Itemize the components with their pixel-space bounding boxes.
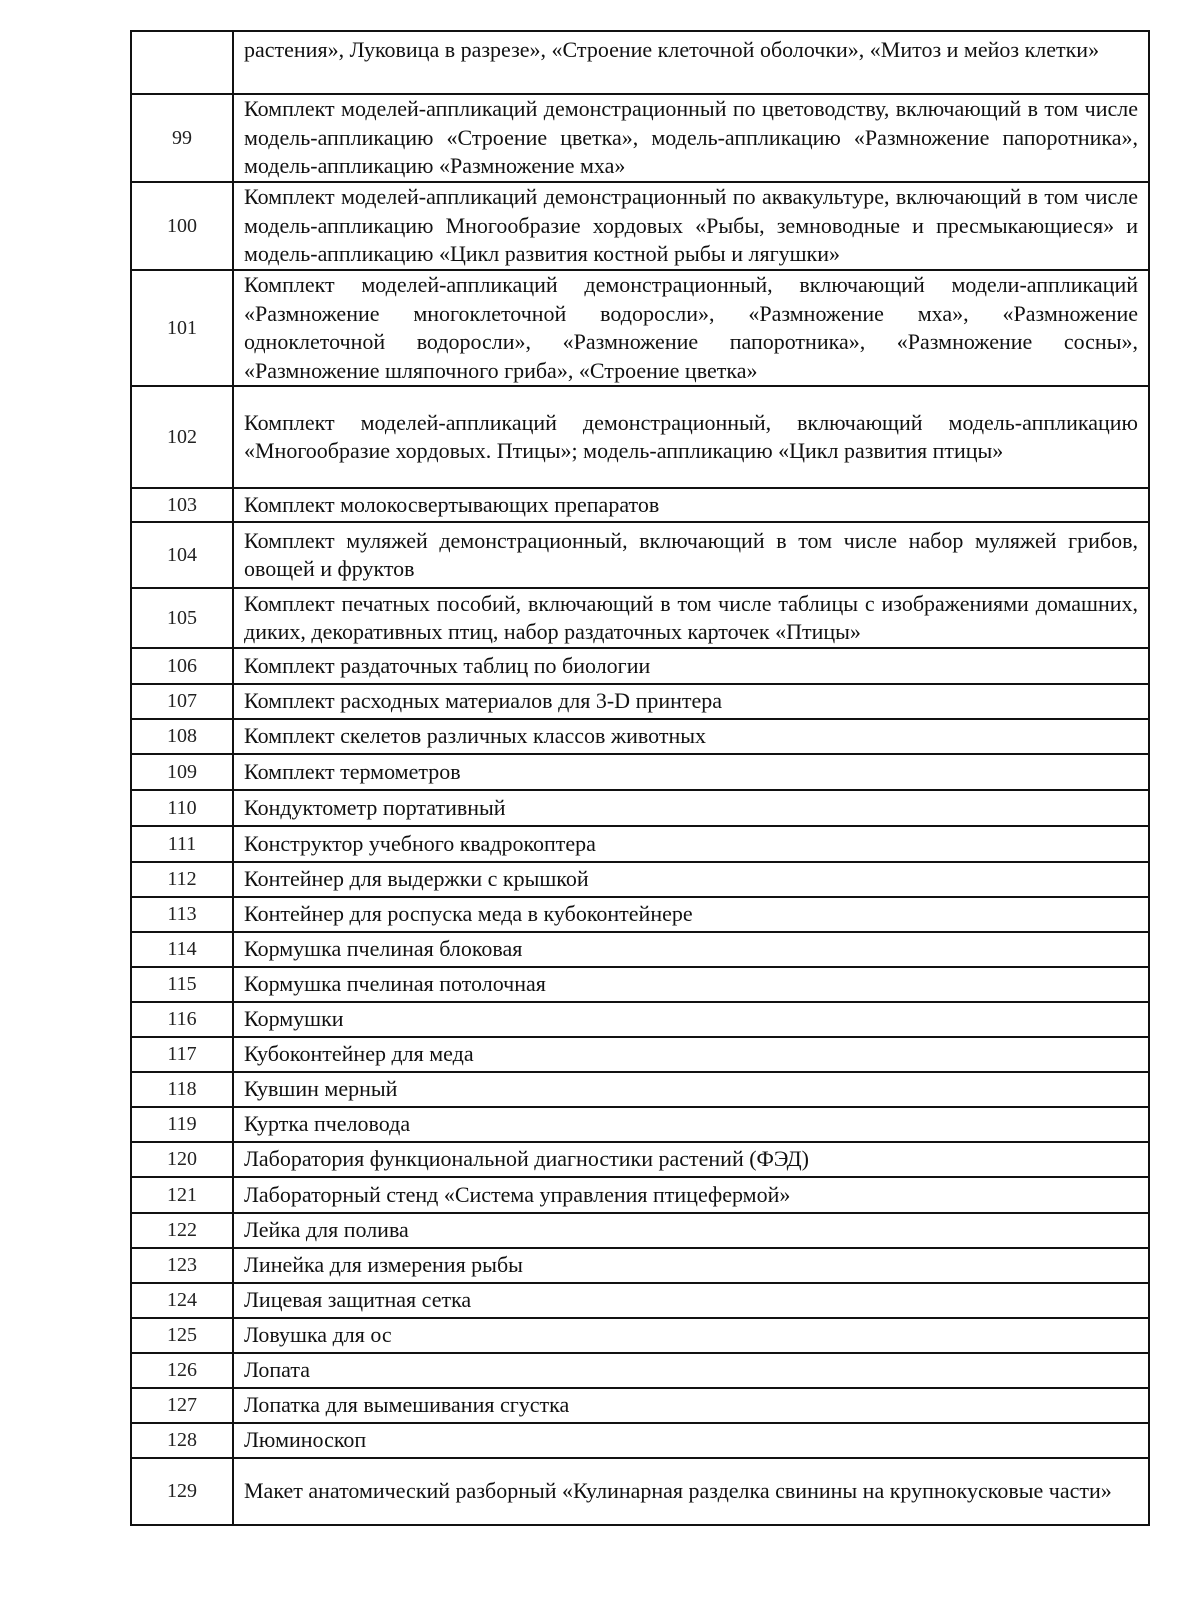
table-row: [131, 790, 1149, 826]
table-row: [131, 94, 1149, 182]
row-number-cell: 102: [131, 386, 233, 488]
item-description: Комплект скелетов различных классов животных: [244, 723, 706, 749]
equipment-table: [130, 30, 1150, 1526]
item-description-cell: [233, 967, 1149, 1002]
table-row: [131, 1072, 1149, 1107]
table-row: [131, 1423, 1149, 1458]
item-description-cell: [233, 790, 1149, 826]
table-row: [131, 1002, 1149, 1037]
item-description: Люминоскоп: [244, 1427, 367, 1453]
item-description-cell: [233, 684, 1149, 719]
row-number-cell: 99: [131, 94, 233, 182]
table-row: [131, 1107, 1149, 1142]
row-number-cell: 104: [131, 522, 233, 588]
item-description: Комплект расходных материалов для 3-D принтера: [244, 688, 723, 714]
item-description: Лопата: [244, 1357, 310, 1383]
row-number-cell: 116: [131, 1002, 233, 1037]
table-row: [131, 1458, 1149, 1525]
table-row: [131, 648, 1149, 684]
table-row: [131, 182, 1149, 270]
table-row: [131, 488, 1149, 522]
item-description-cell: [233, 1177, 1149, 1213]
item-description-cell: [233, 1248, 1149, 1283]
table-row: [131, 1213, 1149, 1248]
item-description-cell: [233, 1353, 1149, 1388]
item-description: Комплект моделей-аппликаций демонстрационный, включающий модели-аппликаций «Размножение многоклеточной водоросли», «Размножение мха», «Размножение одноклеточной водоросли», «Размножение папоротника», «Размножение сосны», «Размножение шляпочного гриба», «Строение цветка»: [244, 272, 1138, 383]
row-number-cell: 106: [131, 648, 233, 684]
item-description: Кормушка пчелиная потолочная: [244, 971, 546, 997]
item-description-cell: [233, 386, 1149, 488]
item-description-cell: [233, 31, 1149, 94]
row-number-cell: 110: [131, 790, 233, 826]
item-description-cell: [233, 1072, 1149, 1107]
row-number-cell: 108: [131, 719, 233, 754]
table-row: [131, 932, 1149, 967]
item-description-cell: [233, 270, 1149, 386]
item-description-cell: [233, 862, 1149, 897]
item-description: Кувшин мерный: [244, 1076, 398, 1102]
row-number-cell: 109: [131, 754, 233, 790]
item-description-cell: [233, 522, 1149, 588]
item-description-cell: [233, 1002, 1149, 1037]
table-row: [131, 1388, 1149, 1423]
table-row: [131, 1177, 1149, 1213]
item-description: Ловушка для ос: [244, 1322, 392, 1348]
row-number-cell: 113: [131, 897, 233, 932]
table-row: [131, 897, 1149, 932]
row-number-cell: 125: [131, 1318, 233, 1353]
item-description: Комплект моделей-аппликаций демонстрационный по цветоводству, включающий в том числе модель-аппликацию «Строение цветка», модель-аппликацию «Размножение папоротника», модель-аппликацию «Размножение мха»: [244, 96, 1138, 179]
row-number-cell: 120: [131, 1142, 233, 1177]
row-number-cell: 128: [131, 1423, 233, 1458]
row-number-cell: 121: [131, 1177, 233, 1213]
item-description-cell: [233, 1458, 1149, 1525]
row-number-cell: 100: [131, 182, 233, 270]
row-number-cell: 101: [131, 270, 233, 386]
item-description-cell: [233, 182, 1149, 270]
item-description: Лицевая защитная сетка: [244, 1287, 472, 1313]
table-row: [131, 31, 1149, 94]
table-row: [131, 1037, 1149, 1072]
row-number-cell: 122: [131, 1213, 233, 1248]
item-description-cell: [233, 1318, 1149, 1353]
table-row: [131, 862, 1149, 897]
table-row: [131, 1318, 1149, 1353]
table-row: [131, 684, 1149, 719]
row-number-cell: 115: [131, 967, 233, 1002]
item-description: Комплект моделей-аппликаций демонстрационный, включающий модель-аппликацию «Многообразие хордовых. Птицы»; модель-аппликацию «Цикл развития птицы»: [244, 409, 1138, 463]
row-number-cell: 119: [131, 1107, 233, 1142]
item-description: Лейка для полива: [244, 1217, 409, 1243]
row-number-cell: 127: [131, 1388, 233, 1423]
item-description-cell: [233, 648, 1149, 684]
item-description: Комплект моделей-аппликаций демонстрационный по аквакультуре, включающий в том числе модель-аппликацию Многообразие хордовых «Рыбы, земноводные и пресмыкающиеся» и модель-аппликацию «Цикл развития костной рыбы и лягушки»: [244, 184, 1138, 267]
item-description: Контейнер для выдержки с крышкой: [244, 866, 589, 892]
item-description-cell: [233, 826, 1149, 862]
item-description: Конструктор учебного квадрокоптера: [244, 830, 596, 856]
item-description-cell: [233, 1107, 1149, 1142]
table-row: [131, 588, 1149, 648]
table-row: [131, 967, 1149, 1002]
table-body: [131, 31, 1149, 1525]
row-number-cell: 126: [131, 1353, 233, 1388]
item-description: Лопатка для вымешивания сгустка: [244, 1392, 570, 1418]
row-number-cell: 124: [131, 1283, 233, 1318]
row-number-cell: 107: [131, 684, 233, 719]
item-description: Комплект печатных пособий, включающий в том числе таблицы с изображениями домашних, диких, декоративных птиц, набор раздаточных карточек «Птицы»: [244, 590, 1138, 644]
item-description-cell: [233, 1283, 1149, 1318]
item-description: Лаборатория функциональной диагностики растений (ФЭД): [244, 1146, 809, 1172]
table-row: [131, 270, 1149, 386]
item-description-cell: [233, 1213, 1149, 1248]
item-description: Куртка пчеловода: [244, 1111, 411, 1137]
item-description-cell: [233, 588, 1149, 648]
table-row: [131, 1142, 1149, 1177]
row-number-cell: [131, 31, 233, 94]
row-number-cell: 114: [131, 932, 233, 967]
item-description: Комплект муляжей демонстрационный, включающий в том числе набор муляжей грибов, овощей и фруктов: [244, 527, 1138, 581]
item-description-cell: [233, 754, 1149, 790]
item-description-cell: [233, 94, 1149, 182]
item-description: растения», Луковица в разрезе», «Строение клеточной оболочки», «Митоз и мейоз клетки»: [244, 37, 1100, 62]
item-description: Контейнер для роспуска меда в кубоконтейнере: [244, 901, 693, 927]
table-row: [131, 719, 1149, 754]
item-description: Кубоконтейнер для меда: [244, 1041, 474, 1067]
row-number-cell: 112: [131, 862, 233, 897]
row-number-cell: 111: [131, 826, 233, 862]
table-row: [131, 1353, 1149, 1388]
item-description: Кормушка пчелиная блоковая: [244, 936, 523, 962]
item-description-cell: [233, 932, 1149, 967]
item-description: Линейка для измерения рыбы: [244, 1252, 523, 1278]
table-row: [131, 826, 1149, 862]
table-row: [131, 1248, 1149, 1283]
row-number-cell: 105: [131, 588, 233, 648]
row-number-cell: 123: [131, 1248, 233, 1283]
item-description: Комплект раздаточных таблиц по биологии: [244, 652, 651, 678]
item-description: Лабораторный стенд «Система управления птицефермой»: [244, 1181, 791, 1207]
item-description: Кормушки: [244, 1006, 344, 1032]
item-description-cell: [233, 897, 1149, 932]
row-number-cell: 129: [131, 1458, 233, 1525]
item-description: Кондуктометр портативный: [244, 794, 506, 820]
table-row: [131, 754, 1149, 790]
item-description: Макет анатомический разборный «Кулинарная разделка свинины на крупнокусковые части»: [244, 1478, 1112, 1504]
item-description-cell: [233, 1388, 1149, 1423]
row-number-cell: 103: [131, 488, 233, 522]
item-description-cell: [233, 719, 1149, 754]
item-description: Комплект молокосвертывающих препаратов: [244, 491, 660, 517]
item-description: Комплект термометров: [244, 758, 461, 784]
item-description-cell: [233, 1037, 1149, 1072]
table-row: [131, 1283, 1149, 1318]
item-description-cell: [233, 1142, 1149, 1177]
row-number-cell: 118: [131, 1072, 233, 1107]
table-row: [131, 386, 1149, 488]
table-row: [131, 522, 1149, 588]
item-description-cell: [233, 488, 1149, 522]
item-description-cell: [233, 1423, 1149, 1458]
row-number-cell: 117: [131, 1037, 233, 1072]
